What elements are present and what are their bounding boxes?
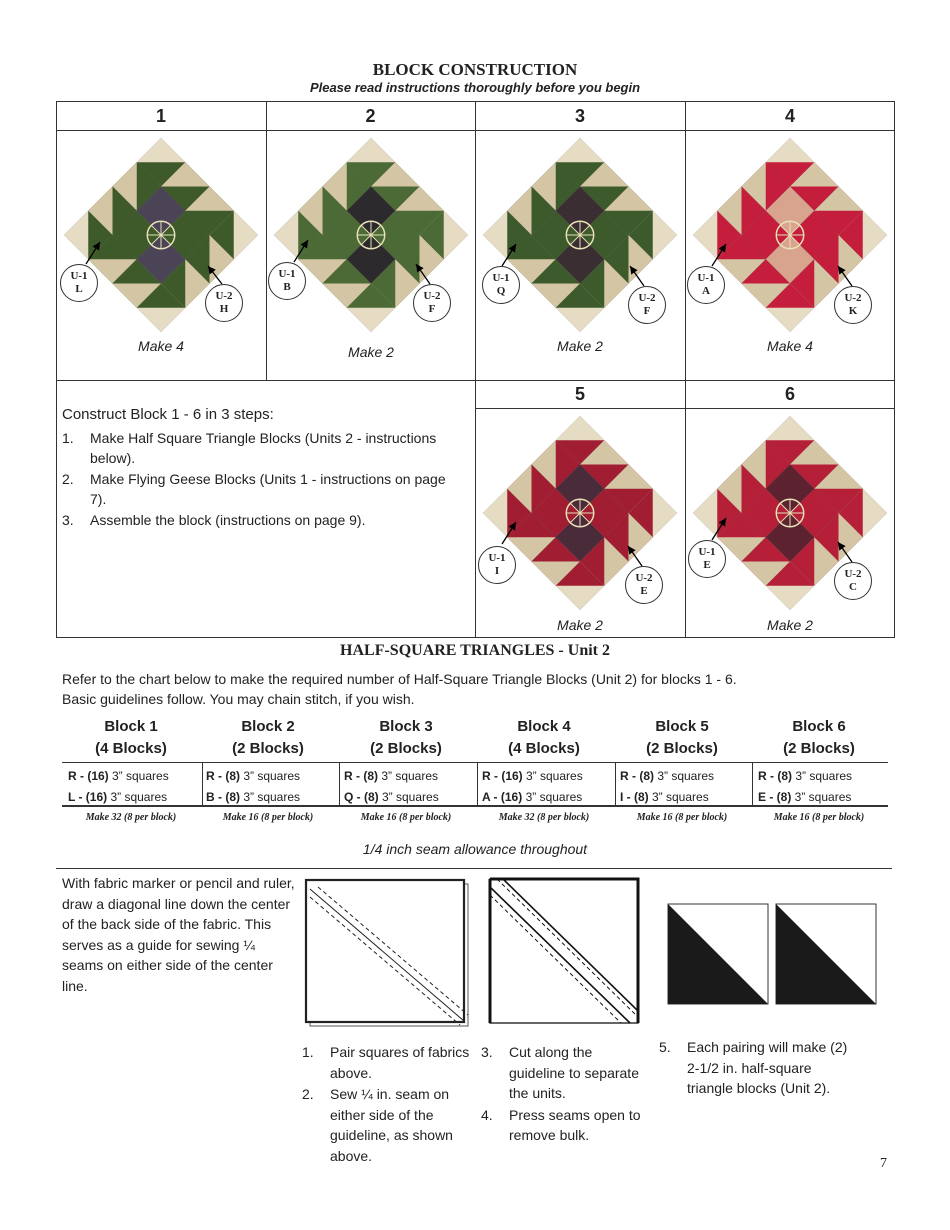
section-title: HALF-SQUARE TRIANGLES - Unit 2 [340, 642, 610, 659]
table-header: Block 2 (2 Blocks) [232, 718, 304, 757]
table-make-note: Make 16 (8 per block) [360, 812, 452, 823]
table-header: Block 1 (4 Blocks) [95, 718, 167, 757]
list-item: 3. Cut along the guideline to separate the units. [481, 1044, 639, 1101]
list-item: 4. Press seams open to remove bulk. [481, 1106, 641, 1143]
block-number: 2 [365, 106, 376, 126]
unit-1-callout: U-1 B [268, 262, 306, 300]
unit-1-callout: U-1 A [687, 266, 725, 304]
table-header: Block 6 (2 Blocks) [783, 718, 855, 757]
table-rule [62, 762, 888, 763]
block-number: 6 [784, 384, 795, 404]
table-col-rule [339, 762, 340, 805]
list-item: 3. Assemble the block (instructions on page 9). [62, 512, 366, 528]
block-number: 3 [574, 106, 585, 126]
table-make-note: Make 32 (8 per block) [498, 812, 590, 823]
table-make-note: Make 32 (8 per block) [85, 812, 177, 823]
list-item: 1. Pair squares of fabrics above. [302, 1044, 470, 1081]
unit-1-callout: U-1 I [478, 546, 516, 584]
page-subtitle: Please read instructions thoroughly before you begin [309, 80, 641, 95]
table-header: Block 5 (2 Blocks) [646, 718, 718, 757]
table-make-note: Make 16 (8 per block) [636, 812, 728, 823]
table-header: Block 3 (2 Blocks) [370, 718, 442, 757]
block-number: 5 [574, 384, 585, 404]
unit-1-callout: U-1 Q [482, 266, 520, 304]
table-col-rule [615, 762, 616, 805]
sewing-diagram [300, 875, 480, 1035]
table-make-note: Make 16 (8 per block) [222, 812, 314, 823]
marker-instructions: With fabric marker or pencil and ruler, draw a diagonal line down the center of the back side of the fabric. This serves as a guide for sewing ¼ seams on either side of the center line. [62, 875, 295, 994]
steps-list-a [302, 1042, 477, 1167]
intro-text: Basic guidelines follow. You may chain stitch, if you wish. [62, 691, 415, 707]
table-col-rule [752, 762, 753, 805]
list-item: 2. Sew ¼ in. seam on either side of the guideline, as shown above. [302, 1086, 453, 1164]
section-rule [56, 868, 892, 869]
make-count: Make 2 [557, 617, 603, 633]
steps-list-c [659, 1037, 859, 1100]
make-count: Make 2 [767, 617, 813, 633]
table-cell: R - (16) 3” squares L - (16) 3” squares [68, 769, 169, 804]
table-header: Block 4 (4 Blocks) [508, 718, 580, 757]
construct-title: Construct Block 1 - 6 in 3 steps: [62, 406, 274, 423]
list-item: 1. Make Half Square Triangle Blocks (Units 2 - instructions below). [62, 430, 437, 466]
unit-2-callout: U-2 F [628, 286, 666, 324]
unit-2-callout: U-2 C [834, 562, 872, 600]
make-count: Make 4 [767, 338, 813, 354]
construct-steps [62, 428, 462, 531]
steps-list-b [481, 1042, 651, 1147]
table-col-rule [477, 762, 478, 805]
table-cell: R - (8) 3” squares I - (8) 3” squares [620, 769, 715, 804]
table-col-rule [202, 762, 203, 805]
make-count: Make 4 [138, 338, 184, 354]
block-number: 1 [155, 106, 166, 126]
unit-2-callout: U-2 F [413, 284, 451, 322]
unit-1-callout: U-1 L [60, 264, 98, 302]
intro-text: Refer to the chart below to make the required number of Half-Square Triangle Blocks (Unit 2) for blocks 1 - 6. [62, 671, 737, 687]
table-cell: R - (8) 3” squares Q - (8) 3” squares [344, 769, 439, 804]
page-number: 7 [880, 1156, 887, 1171]
make-count: Make 2 [348, 344, 394, 360]
table-cell: R - (8) 3” squares E - (8) 3” squares [758, 769, 853, 804]
unit-2-callout: U-2 K [834, 286, 872, 324]
seam-note: 1/4 inch seam allowance throughout [362, 841, 588, 857]
hst-result-diagram [665, 900, 880, 1010]
list-item: 2. Make Flying Geese Blocks (Units 1 - instructions on page 7). [62, 471, 446, 507]
page-title: BLOCK CONSTRUCTION [372, 60, 578, 79]
table-cell: R - (16) 3” squares A - (16) 3” squares [482, 769, 583, 804]
cut-diagram [485, 875, 645, 1030]
block-number: 4 [784, 106, 795, 126]
table-cell: R - (8) 3” squares B - (8) 3” squares [206, 769, 301, 804]
make-count: Make 2 [557, 338, 603, 354]
unit-2-callout: U-2 E [625, 566, 663, 604]
list-item: 5. Each pairing will make (2) 2-1/2 in. half-square triangle blocks (Unit 2). [659, 1039, 848, 1096]
unit-2-callout: U-2 H [205, 284, 243, 322]
table-make-note: Make 16 (8 per block) [773, 812, 865, 823]
unit-1-callout: U-1 E [688, 540, 726, 578]
